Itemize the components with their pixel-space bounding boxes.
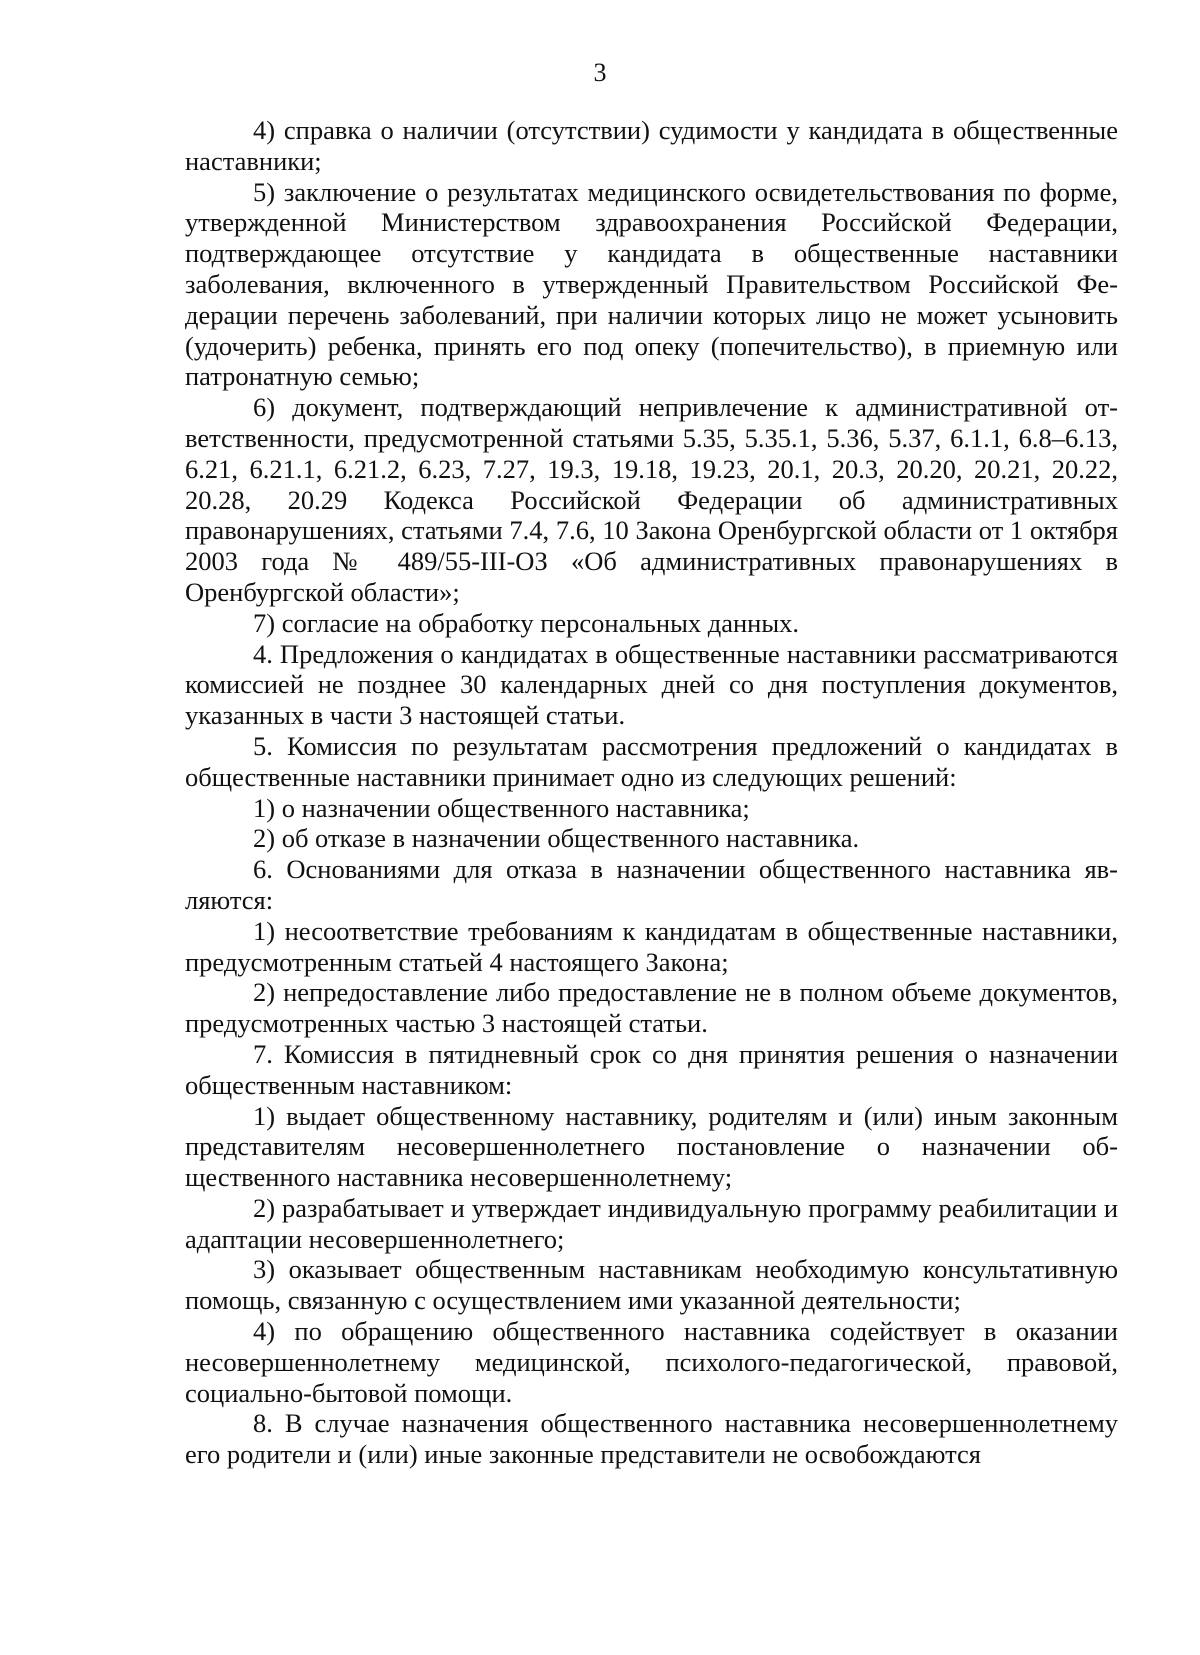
- paragraph-item-4-criminal-record: 4) справка о наличии (отсутствии) судимости у кандидата в общественные наставники;: [185, 115, 1118, 176]
- paragraph-part-6-refusal-grounds: 6. Основаниями для отказа в назначении общественного наставника являются:: [185, 854, 1118, 915]
- paragraph-part-8-parents-responsibility: 8. В случае назначения общественного наставника несовершеннолетнему его родители и (или) иные законные представители не освобождаются: [185, 1408, 1118, 1470]
- paragraph-decision-1-appointment: 1) о назначении общественного наставника;: [253, 792, 750, 823]
- paragraph-action-4-assistance: 4) по обращению общественного наставника содействует в оказании несовершеннолетнему медицинской, психолого-педагогической, правовой, социально-бытовой помощи.: [185, 1316, 1118, 1408]
- paragraph-action-1-issue-resolution: 1) выдает общественному наставнику, родителям и (или) иным законным представителям несовершеннолетнего постановление о назначении общественного наставника несовершеннолетнему;: [185, 1100, 1118, 1193]
- paragraph-part-5-commission-decisions: 5. Комиссия по результатам рассмотрения предложений о кандидатах в общественные наставники принимает одно из следующих решений:: [185, 730, 1118, 792]
- document-body: [185, 115, 1118, 1470]
- paragraph-part-4-proposals-review: 4. Предложения о кандидатах в общественные наставники рассматриваются комиссией не позднее 30 календарных дней со дня поступления документов, указанных в части 3 настоящей статьи.: [185, 638, 1118, 731]
- paragraph-action-3-consulting-help: 3) оказывает общественным наставникам необходимую консультативную помощь, связанную с осуществлением ими указанной деятельности;: [185, 1254, 1118, 1316]
- paragraph-part-7-five-day-term: 7. Комиссия в пятидневный срок со дня принятия решения о назначении общественным наставником:: [185, 1038, 1118, 1100]
- paragraph-ground-1-nonconformity: 1) несоответствие требованиям к кандидатам в общественные наставники, предусмотренным статьей 4 настоящего Закона;: [185, 915, 1118, 977]
- paragraph-ground-2-incomplete-documents: 2) непредоставление либо предоставление не в полном объеме документов, предусмотренных частью 3 настоящей статьи.: [185, 977, 1118, 1039]
- paragraph-item-5-medical-conclusion: 5) заключение о результатах медицинского освидетельствования по форме, утвержденной Министерством здравоохранения Российской Федерации, подтверждающее отсутствие у кандидата в общественные наставники заболевания, включенного в утвержденный Правительством Российской Федерации перечень заболеваний, при наличии которых лицо не может усыновить (удочерить) ребенка, принять его под опеку (попечительство), в приемную или патронатную семью;: [185, 176, 1118, 392]
- paragraph-action-2-rehabilitation-program: 2) разрабатывает и утверждает индивидуальную программу реабилитации и адаптации несовершеннолетнего;: [185, 1192, 1118, 1254]
- paragraph-item-6-administrative-liability: 6) документ, подтверждающий непривлечение к административной ответственности, предусмотренной статьями 5.35, 5.35.1, 5.36, 5.37, 6.1.1, 6.8–6.13, 6.21, 6.21.1, 6.21.2, 6.23, 7.27, 19.3, 19.18, 19.23, 20.1, 20.3, 20.20, 20.21, 20.22, 20.28, 20.29 Кодекса Российской Федерации об административных правонарушениях, статьями 7.4, 7.6, 10 Закона Оренбургской области от 1 октября 2003 года № 489/55-III-ОЗ «Об административных правонарушениях в Оренбургской области»;: [185, 392, 1118, 607]
- page-number: 3: [593, 58, 607, 87]
- paragraph-decision-2-refusal: 2) об отказе в назначении общественного наставника.: [253, 823, 860, 854]
- paragraph-item-7-personal-data-consent: 7) согласие на обработку персональных данных.: [253, 607, 800, 638]
